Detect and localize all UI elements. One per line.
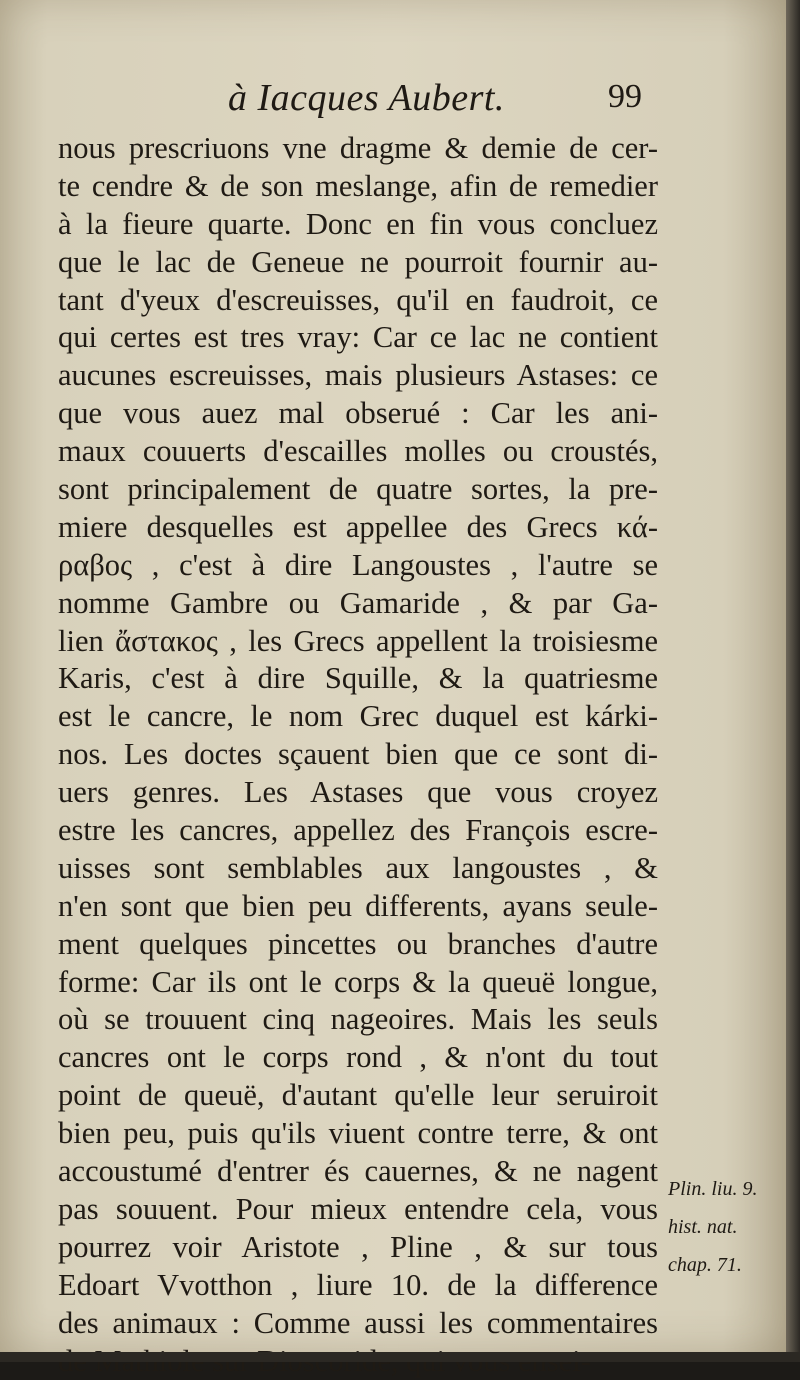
text-line: n'en sont que bien peu differents, ayans seule-	[58, 888, 658, 926]
text-line: cancres ont le corps rond , & n'ont du tout	[58, 1039, 658, 1077]
text-line: lien ἄστακος , les Grecs appellent la troisiesme	[58, 623, 658, 661]
text-line: te cendre & de son meslange, afin de remedier	[58, 168, 658, 206]
text-line: bien peu, puis qu'ils viuent contre terre, & ont	[58, 1115, 658, 1153]
text-line: des animaux : Comme aussi les commentaires	[58, 1305, 658, 1343]
text-line: uers genres. Les Astases que vous croyez	[58, 774, 658, 812]
body-text	[58, 130, 658, 1380]
running-title: à Iacques Aubert.	[228, 76, 505, 120]
text-line: pourrez voir Aristote , Pline , & sur tous	[58, 1229, 658, 1267]
text-line: point de queuë, d'autant qu'elle leur seruiroit	[58, 1077, 658, 1115]
text-line: accoustumé d'entrer és cauernes, & ne nagent	[58, 1153, 658, 1191]
margin-note: hist. nat.	[668, 1208, 783, 1246]
page-edge-bottom	[0, 1352, 800, 1362]
page-edge	[786, 0, 800, 1362]
text-line: tant d'yeux d'escreuisses, qu'il en faudroit, ce	[58, 282, 658, 320]
text-line: nomme Gambre ou Gamaride , & par Ga-	[58, 585, 658, 623]
text-line: est le cancre, le nom Grec duquel est kárki-	[58, 698, 658, 736]
text-line: nous prescriuons vne dragme & demie de cer-	[58, 130, 658, 168]
page-header	[0, 70, 786, 120]
margin-notes	[668, 1170, 783, 1284]
text-line: qui certes est tres vray: Car ce lac ne contient	[58, 319, 658, 357]
text-line: pas souuent. Pour mieux entendre cela, vous	[58, 1191, 658, 1229]
text-line: aucunes escreuisses, mais plusieurs Astases: ce	[58, 357, 658, 395]
text-line: miere desquelles est appellee des Grecs κά-	[58, 509, 658, 547]
text-line: estre les cancres, appellez des François escre-	[58, 812, 658, 850]
text-line: uisses sont semblables aux langoustes , &	[58, 850, 658, 888]
text-line: maux couuerts d'escailles molles ou croustés,	[58, 433, 658, 471]
text-line: que le lac de Geneue ne pourroit fournir au-	[58, 244, 658, 282]
text-line: à la fieure quarte. Donc en fin vous concluez	[58, 206, 658, 244]
text-line: ραβος , c'est à dire Langoustes , l'autre se	[58, 547, 658, 585]
text-line: Karis, c'est à dire Squille, & la quatriesme	[58, 660, 658, 698]
text-line: sont principalement de quatre sortes, la pre-	[58, 471, 658, 509]
text-line: où se trouuent cinq nageoires. Mais les seuls	[58, 1001, 658, 1039]
margin-note: Plin. liu. 9.	[668, 1170, 783, 1208]
page-number: 99	[608, 78, 642, 116]
text-line: Edoart Vvotthon , liure 10. de la difference	[58, 1267, 658, 1305]
text-line: nos. Les doctes sçauent bien que ce sont di-	[58, 736, 658, 774]
text-line: que vous auez mal obserué : Car les ani-	[58, 395, 658, 433]
text-line: ment quelques pincettes ou branches d'autre	[58, 926, 658, 964]
text-line: forme: Car ils ont le corps & la queuë longue,	[58, 964, 658, 1002]
margin-note: chap. 71.	[668, 1246, 783, 1284]
